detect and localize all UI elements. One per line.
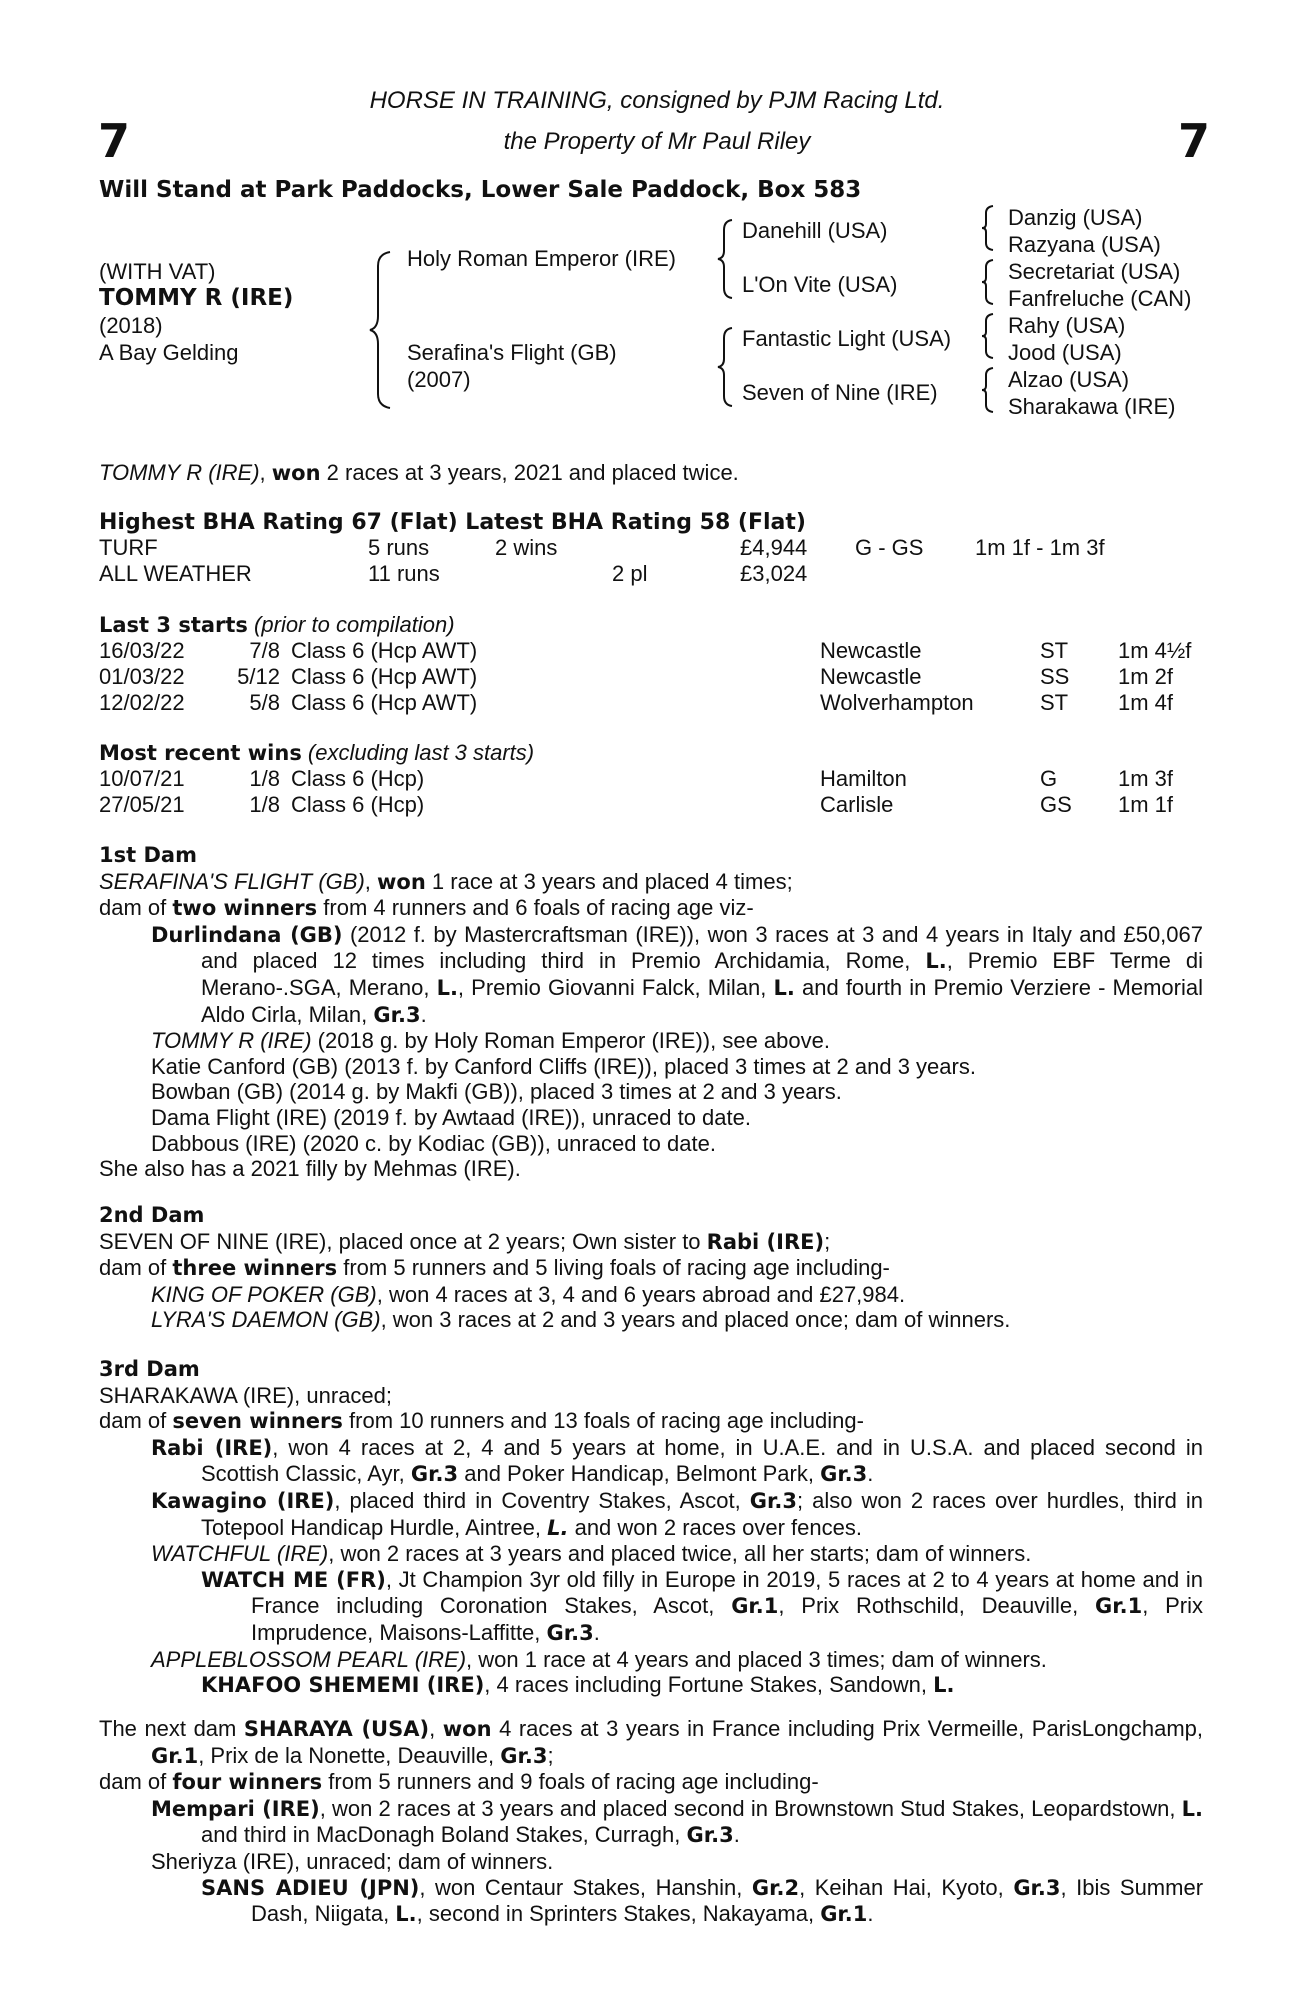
text-run: Sheriyza (IRE), unraced; dam of winners. [151,1848,554,1874]
dam3-title: 3rd Dam [99,1357,200,1381]
pedigree-g8: Sharakawa (IRE) [1008,394,1176,419]
recent-title-bold: Most recent wins [99,741,302,765]
dam1-line2 [99,895,1203,922]
text-run: , won 2 races at 3 years and placed second in Brownstown Stud Stakes, Leopardstown, [319,1795,1182,1821]
rating-distance: 1m 1f - 1m 3f [975,535,1105,560]
race-going: GS [1040,792,1072,817]
text-run: , [364,868,378,894]
race-class: Class 6 (Hcp AWT) [291,664,478,689]
dam3-line2 [99,1408,1203,1435]
text-run: SANS ADIEU (JPN) [201,1875,420,1900]
text-run: Gr.1 [151,1743,199,1768]
nextdam-section [99,1716,1203,1928]
dam2-progeny-lyra [99,1307,1203,1333]
text-run: . [420,1001,427,1027]
text-run: Gr.3 [373,1002,421,1027]
pedigree-brace-g4 [980,366,996,414]
text-run: L. [436,975,458,1000]
pedigree-g1: Danzig (USA) [1008,205,1143,230]
text-run: Gr.2 [751,1875,800,1900]
pedigree-dam-year: (2007) [407,367,471,392]
dam2-title: 2nd Dam [99,1203,205,1227]
race-position: 5/8 [249,690,280,715]
horse-description: A Bay Gelding [99,340,239,365]
horse-name: TOMMY R (IRE) [99,285,294,311]
nextdam-line1 [99,1716,1203,1769]
last3-title-italic: (prior to compilation) [247,612,455,637]
pedigree-sire-sire: Danehill (USA) [742,218,888,243]
nextdam-progeny-mempari [99,1796,1203,1849]
rating-going: G - GS [855,535,924,560]
text-run: , Premio Giovanni Falck, Milan, [457,974,774,1000]
text-run: and third in MacDonagh Boland Stakes, Curragh, [201,1822,687,1848]
text-run: , won 1 race at 4 years and placed 3 times; dam of winners. [466,1646,1047,1672]
ratings-title: Highest BHA Rating 67 (Flat) Latest BHA Rating 58 (Flat) [99,510,806,535]
pedigree-dam-sire: Fantastic Light (USA) [742,326,952,351]
text-run: from 4 runners and 6 foals of racing age viz- [317,895,754,921]
text-run: , Prix de la Nonette, Deauville, [198,1742,501,1768]
text-run: four winners [172,1770,323,1795]
rating-money: £4,944 [740,535,808,560]
text-run: Gr.1 [731,1594,779,1619]
text-run: LYRA'S DAEMON (GB) [151,1307,381,1333]
pedigree-dam-dam: Seven of Nine (IRE) [742,380,938,405]
text-run: Rabi (IRE) [151,1435,273,1460]
text-run: SHARAKAWA (IRE), unraced; [99,1382,393,1408]
rating-runs: 11 runs [368,561,440,586]
text-run: dam of [99,1769,173,1795]
pedigree-brace-g1 [980,204,996,252]
race-date: 01/03/22 [99,664,185,689]
race-going: SS [1040,664,1070,689]
property-line: the Property of Mr Paul Riley [503,128,811,155]
text-run: , Jt Champion 3yr old filly in Europe in 2019, 5 races at 2 to 4 years at home and in France including Coronation Stakes, Ascot, [251,1566,1203,1619]
text-run: APPLEBLOSSOM PEARL (IRE) [151,1646,467,1672]
race-distance: 1m 3f [1118,766,1174,791]
text-run: L. [1181,1796,1203,1821]
pedigree-dam: Serafina's Flight (GB) [407,340,617,365]
text-run: Rabi (IRE) [706,1229,825,1254]
text-run: from 5 runners and 9 foals of racing age including- [322,1769,819,1795]
text-run: Dama Flight (IRE) (2019 f. by Awtaad (IRE)), unraced to date. [151,1104,751,1130]
race-course: Wolverhampton [820,690,974,715]
rating-runs: 5 runs [368,535,430,560]
pedigree-g5: Rahy (USA) [1008,313,1126,338]
text-run: ; also won 2 races over hurdles, third in Totepool Handicap Hurdle, Aintree, [201,1487,1204,1540]
text-run: seven winners [172,1409,343,1434]
text-run: L. [925,949,947,974]
nextdam-line2 [99,1769,1203,1796]
dam3-progeny-khafoo [99,1672,1203,1699]
dam3-line1 [99,1383,1203,1409]
text-run: Gr.3 [749,1488,797,1513]
text-run: . [867,1461,874,1487]
race-distance: 1m 4f [1118,690,1174,715]
race-going: G [1040,766,1058,791]
text-run: and fourth in Premio Verziere - Memorial Aldo Cirla, Milan, [201,974,1203,1027]
text-run: KING OF POKER (GB) [151,1281,377,1307]
text-run: . [733,1822,740,1848]
text-run: ; [824,1228,831,1254]
text-run: Gr.1 [1095,1594,1143,1619]
text-run: , won 4 races at 3, 4 and 6 years abroad and £27,984. [376,1281,906,1307]
text-run: won [377,869,426,894]
text-run: SHARAYA (USA) [243,1717,430,1741]
recent-title [99,740,534,766]
text-run: L. [395,1902,417,1927]
race-date: 12/02/22 [99,690,185,715]
dam3-progeny-watchme [99,1567,1203,1647]
race-class: Class 6 (Hcp AWT) [291,638,478,663]
text-run: , [429,1716,443,1741]
race-distance: 1m 2f [1118,664,1174,689]
dam3-section [99,1357,1203,1699]
rating-money: £3,024 [740,561,808,586]
dam1-line1 [99,869,1203,896]
text-run: L. [933,1673,955,1698]
race-class: Class 6 (Hcp) [291,766,425,791]
last3-title [99,612,455,638]
race-summary: TOMMY R (IRE), won 2 races at 3 years, 2021 and placed twice. [99,460,739,485]
nextdam-progeny-sansadieu [99,1875,1203,1928]
dam2-line1 [99,1229,1203,1256]
text-run: , second in Sprinters Stakes, Nakayama, [416,1901,821,1927]
dam2-section [99,1203,1203,1333]
race-course: Newcastle [820,638,922,663]
text-run: , won Centaur Stakes, Hanshin, [419,1874,752,1900]
race-position: 1/8 [249,792,280,817]
text-run: Gr.3 [410,1462,459,1487]
dam1-progeny-dama [99,1105,1203,1131]
pedigree-brace-g3 [980,312,996,360]
race-class: Class 6 (Hcp) [291,792,425,817]
dam1-progeny-durlindana [99,922,1203,1028]
text-run: , 4 races including Fortune Stakes, Sandown, [484,1672,934,1698]
text-run: SEVEN OF NINE (IRE), placed once at 2 years; Own sister to [99,1228,707,1254]
text-run: ; [547,1742,554,1768]
text-run: . [867,1901,874,1927]
text-run: TOMMY R (IRE) [151,1028,312,1054]
text-run: , Ibis Summer Dash, Niigata, [251,1874,1204,1927]
text-run: and won 2 races over fences. [568,1514,862,1540]
consignor-line: HORSE IN TRAINING, consigned by PJM Racing Ltd. [369,87,945,114]
summary-rest: 2 races at 3 years, 2021 and placed twice. [320,460,739,485]
text-run: She also has a 2021 filly by Mehmas (IRE). [99,1156,521,1182]
text-run: dam of [99,895,173,921]
text-run: , won 2 races at 3 years and placed twice, all her starts; dam of winners. [328,1541,1032,1567]
race-position: 1/8 [249,766,280,791]
location-line: Will Stand at Park Paddocks, Lower Sale Paddock, Box 583 [99,177,862,203]
pedigree-sire-dam: L'On Vite (USA) [742,272,898,297]
race-position: 5/12 [237,664,280,689]
text-run: Mempari (IRE) [151,1796,320,1821]
pedigree-brace-g2 [980,258,996,306]
dam1-progeny-bowban [99,1079,1203,1105]
rating-surface: ALL WEATHER [99,561,252,586]
text-run: won [442,1717,492,1741]
text-run: , Prix Rothschild, Deauville, [778,1593,1095,1619]
text-run: , won 3 races at 2 and 3 years and placed once; dam of winners. [380,1307,1011,1333]
text-run: Gr.3 [686,1823,734,1848]
text-run: WATCHFUL (IRE) [151,1541,329,1567]
nextdam-progeny-sheriyza [99,1849,1203,1875]
pedigree-g7: Alzao (USA) [1008,367,1130,392]
text-run: (2012 f. by Mastercraftsman (IRE)), won 3 races at 3 and 4 years in Italy and £50,067 and placed 12 times including third in Premio Archidamia, Rome, [201,921,1203,974]
dam1-progeny-tommy [99,1028,1203,1054]
pedigree-sire: Holy Roman Emperor (IRE) [407,246,676,271]
pedigree-g3: Secretariat (USA) [1008,259,1181,284]
text-run: 4 races at 3 years in France including Prix Vermeille, ParisLongchamp, [491,1716,1203,1741]
text-run: two winners [172,896,318,921]
text-run: Katie Canford (GB) (2013 f. by Canford Cliffs (IRE)), placed 3 times at 2 and 3 years. [151,1053,976,1079]
text-run: from 5 runners and 5 living foals of racing age including- [337,1255,890,1281]
text-run: (2018 g. by Holy Roman Emperor (IRE)), see above. [311,1028,830,1054]
text-run: dam of [99,1255,173,1281]
race-position: 7/8 [249,638,280,663]
text-run: , won 4 races at 2, 4 and 5 years at home, in U.A.E. and in U.S.A. and placed second in Scottish Classic, Ayr, [201,1434,1203,1487]
race-distance: 1m 4½f [1118,638,1192,663]
text-run: and Poker Handicap, Belmont Park, [458,1461,821,1487]
summary-won: won [271,461,321,485]
rating-surface: TURF [99,535,158,560]
text-run: WATCH ME (FR) [201,1567,386,1592]
text-run: Gr.3 [546,1620,594,1645]
pedigree-g2: Razyana (USA) [1008,232,1161,257]
race-going: ST [1040,638,1069,663]
dam1-progeny-katie [99,1054,1203,1080]
text-run: KHAFOO SHEMEMI (IRE) [201,1673,485,1698]
pedigree-brace-dam [716,326,736,408]
dam3-progeny-watchful [99,1541,1203,1567]
text-run: Gr.3 [820,1462,868,1487]
pedigree-g4: Fanfreluche (CAN) [1008,286,1192,311]
dam2-line2 [99,1255,1203,1282]
race-date: 10/07/21 [99,766,185,791]
lot-number-left: 7 [98,114,131,168]
dam3-progeny-kawagino [99,1488,1203,1541]
dam1-note [99,1156,1203,1182]
dam1-section [99,843,1203,1182]
pedigree-brace-main [368,250,394,410]
race-date: 16/03/22 [99,638,185,663]
lot-number-right: 7 [1178,114,1211,168]
race-going: ST [1040,690,1069,715]
race-distance: 1m 1f [1118,792,1174,817]
text-run: 1 race at 3 years and placed 4 times; [425,868,793,894]
dam3-progeny-appleblossom [99,1647,1203,1673]
text-run: Gr.3 [1013,1875,1061,1900]
text-run: three winners [172,1256,338,1281]
text-run: dam of [99,1408,173,1434]
text-run: , Premio EBF Terme di Merano-.SGA, Merano, [201,948,1203,1000]
dam1-title: 1st Dam [99,843,197,867]
race-date: 27/05/21 [99,792,185,817]
last3-title-bold: Last 3 starts [99,613,248,637]
summary-horse-name: TOMMY R (IRE) [99,460,260,485]
text-run: Kawagino (IRE) [151,1488,335,1513]
pedigree-g6: Jood (USA) [1008,340,1122,365]
recent-title-italic: (excluding last 3 starts) [301,740,535,765]
text-run: from 10 runners and 13 foals of racing age including- [342,1408,864,1434]
vat-label: (WITH VAT) [99,259,216,284]
race-class: Class 6 (Hcp AWT) [291,690,478,715]
race-course: Hamilton [820,766,907,791]
text-run: SERAFINA'S FLIGHT (GB) [99,868,365,894]
text-run: , Prix Imprudence, Maisons-Laffitte, [251,1593,1203,1645]
text-run: Gr.3 [500,1743,548,1768]
text-run: , placed third in Coventry Stakes, Ascot, [334,1487,750,1513]
pedigree-brace-sire [716,218,736,300]
horse-year: (2018) [99,313,163,338]
race-course: Newcastle [820,664,922,689]
text-run: L. [773,975,795,1000]
text-run: Bowban (GB) (2014 g. by Makfi (GB)), placed 3 times at 2 and 3 years. [151,1079,842,1105]
text-run: Dabbous (IRE) (2020 c. by Kodiac (GB)), unraced to date. [151,1130,716,1156]
text-run: The next dam [99,1716,244,1741]
text-run: . [593,1619,600,1645]
text-run: , Keihan Hai, Kyoto, [799,1874,1014,1900]
dam3-progeny-rabi [99,1435,1203,1488]
text-run: L. [547,1515,569,1540]
rating-placed: 2 pl [612,561,648,586]
text-run: Gr.1 [820,1902,868,1927]
race-course: Carlisle [820,792,894,817]
dam1-progeny-dabbous [99,1131,1203,1157]
rating-wins: 2 wins [495,535,558,560]
text-run: Durlindana (GB) [151,922,343,947]
dam2-progeny-king [99,1282,1203,1308]
